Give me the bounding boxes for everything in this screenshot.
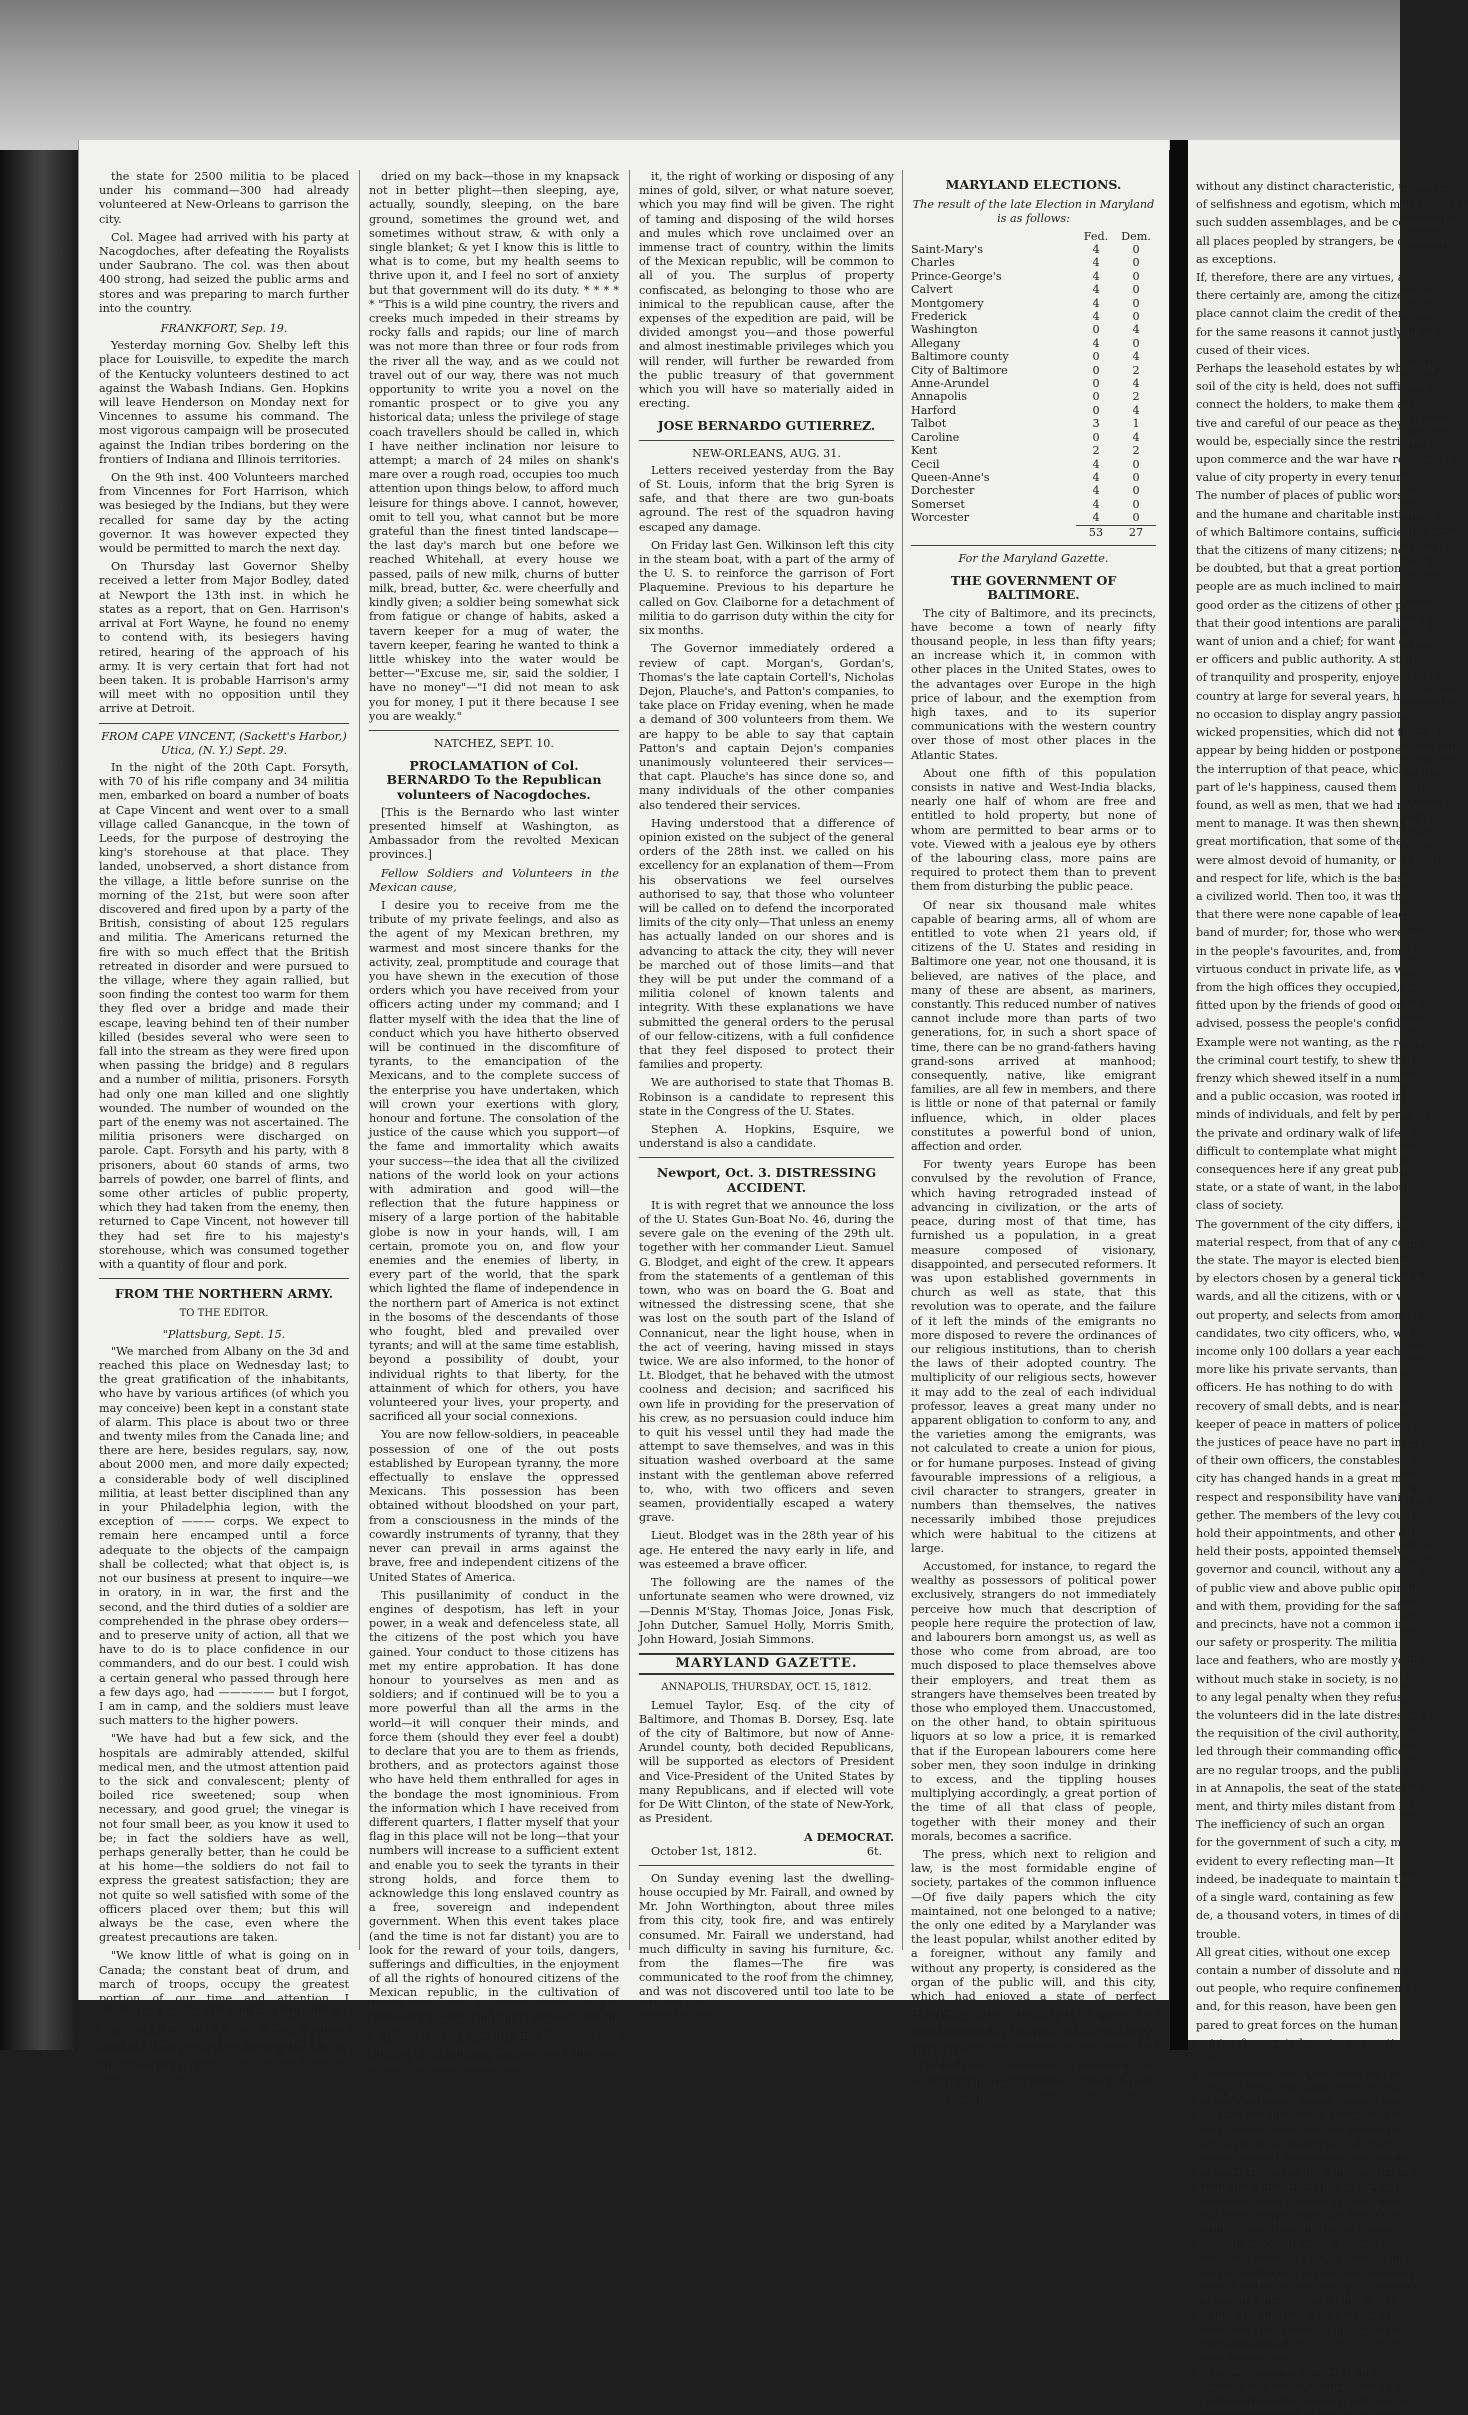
paragraph: For twenty years Europe has been convulsed by the revolution of France, which having retrograded instead of advancing in civilization, or the arts of peace, during most of that time, has furnished us a population, in a great measure composed of visionary, disappointed, and persecuted reformers. It was upon established governments in church as well as state, that this revolution was to operate, and the failure of it left the minds of the emigrants no more disposed to revere the ordinances of our religious institutions, than to cherish the laws of their adopted country. The multiplicity of our religious sects, however it may add to the zeal of each individual professor, leaves a great many under no apparent obligation to conform to any, and the varieties among the emigrants, was not calculated to create a union for pious, or for humane purposes. Instead of giving favourable impressions of a religious, a civil character to strangers, greater in numbers than themselves, the natives necessarily imbibed those prejudices which were habitual to the citizens at large. (911, 1158, 1156, 1555)
cell-county: Frederick (911, 310, 967, 324)
text-line: justices of peace, by which every fort (1196, 2255, 1408, 2269)
cell-fed: 4 (1092, 470, 1100, 484)
text-line: frenzy which shewed itself in a numbe (1196, 1071, 1415, 1085)
paragraph: This pusillanimity of conduct in the engines of despotism, has left in your power, in a weak and defenceless state, all the citizens of the post which you have gained. Your conduct to those citizens has met my entire approbation. It has done honour to yourselves as men and as soldiers; and if continued will be to you a more powerful than all the arms in the world—it will conquer their minds, and force them (should they ever feel a doubt) to declare that you are to them as friends, brothers, and as protectors against those who have held them enthralled for ages in the bondage the most ignominious. From the information which I have received from different quarters, I flatter myself that your flag in this place will not be long—that your numbers will increase to a sufficient extent and enable you to seek the tyrants in their strong holds, and force them to acknowledge this long enslaved country as a free, sovereign and independent government. When this event takes place (and the time is not far distant) you are to look for the reward of your toils, dangers, sufferings and difficulties, in the enjoyment of all the rights of honoured citizens of the Mexican republic, in the cultivation of those lands, which I pledge myself will be assigned to every individual among you, or in the pursuit of wealth and happiness, in such way as your inclinations may point out to you. To those who desire (369, 1588, 619, 2071)
table-row (911, 256, 1156, 269)
text-line: The inefficiency of such an organ (1196, 1818, 1385, 1832)
text-line: Example were not wanting, as the record (1196, 1035, 1431, 1049)
text-line: The government of the city differs, in (1196, 1217, 1408, 1231)
paragraph: On the 9th inst. 400 Volunteers marched from Vincennes for Fort Harrison, which was besieged by the Indians, but they were recalled for same day by the acting governor. It was however expected they would be permitted to march the next day. (99, 471, 349, 556)
cell-fed: 4 (1092, 336, 1100, 350)
election-table-body (911, 243, 1156, 525)
byline: For the Maryland Gazette. (958, 551, 1109, 565)
cell-fed: 4 (1092, 296, 1100, 310)
paragraph: Lemuel Taylor, Esq. of the city of Baltimore, and Thomas B. Dorsey, Esq. late of the city of Baltimore, but now of Anne-Arundel county, both decided Republicans, will be supported as electors of President and Vice-President of the United States by many Republicans, and if elected will vote for De Witt Clinton, of the state of New-York, as President. (639, 1698, 894, 1826)
text-line: gether. The members of the levy court (1196, 1508, 1414, 1522)
cell-fed: 0 (1092, 323, 1100, 337)
cell-fed: 4 (1092, 256, 1100, 270)
text-line: tive. (1196, 2054, 1221, 2068)
paragraph: Stephen A. Hopkins, Esquire, we understand is also a candidate. (639, 1123, 894, 1151)
text-line: of tranquility and prosperity, enjoyed by th (1196, 671, 1439, 685)
text-line: lace and feathers, who are mostly youn (1196, 1654, 1420, 1668)
cell-dem: 4 (1132, 350, 1140, 364)
text-line: hold their appointments, and other offic (1196, 1527, 1423, 1541)
text-line: a civilized world. Then too, it was the (1196, 889, 1409, 903)
cell-county: Calvert (911, 283, 953, 297)
divider (639, 1157, 894, 1158)
text-line: violent to every individual who was s (1196, 2145, 1406, 2159)
paragraph: About one fifth of this population consists in native and West-India blacks, nearly one half of whom are free and entitled to hold property, but none of whom are permitted to bear arms or to vote. Viewed with a jealous eye by others of the labouring class, more pains are required to protect them than to prevent them from disturbing the public peace. (911, 766, 1156, 894)
paragraph: In the night of the 20th Capt. Forsyth, with 70 of his rifle company and 34 militia men, embarked on board a number of boats at Cape Vincent and went over to a small village called Ganancque, in the town of Leeds, for the purpose of destroying the king's storehouse at that place. They landed, unobserved, a short distance from the village, a little before sunrise on the morning of the 21st, but were soon after discovered and fired upon by a party of the British, consisting of about 125 regulars and militia. The Americans returned the fire with so much effect that the British retreated in disorder and were pursued to the village, where they again rallied, but soon finding the contest too warm for them they fled over a bridge and made their escape, leaving behind ten of their number killed (besides several who were seen to fall into the stream as they were fired upon when passing the bridge) and 8 regulars and a number of militia, prisoners. Forsyth had only one man killed and one slightly wounded. The number of wounded on the part of the enemy was not ascertained. The militia prisoners were discharged on parole. Capt. Forsyth and his party, with 8 prisoners, about 60 stands of arms, two barrels of powder, one barrel of flints, and some other articles of public property, which they had taken from the enemy, then returned to Cape Vincent, not however till they had set fire to his majesty's storehouse, which was consumed together with a quantity of flour and pork. (99, 760, 349, 1272)
cell-county: Caroline (911, 430, 960, 444)
text-line: indeed, be inadequate to maintain the (1196, 1872, 1413, 1886)
text-line: as exceptions. (1196, 252, 1277, 266)
text-line: by inflicted on them by a mercenary (1196, 2309, 1402, 2323)
dateline: FRANKFORT, Sep. 19. (160, 322, 288, 336)
text-line: country at large for several years, had afforde (1196, 689, 1458, 703)
table-row (911, 484, 1156, 497)
divider (639, 440, 894, 441)
text-line: without much stake in society, is no fo (1196, 1672, 1413, 1686)
cell-county: Dorchester (911, 484, 975, 498)
cell-county: City of Baltimore (911, 363, 1008, 377)
table-row (911, 444, 1156, 457)
table-total-row (911, 525, 1156, 539)
text-line: keeper of peace in matters of police; a (1196, 1417, 1415, 1431)
paragraph: it, the right of working or disposing of any mines of gold, silver, or what nature soever, which you may find will be given. The right of taming and disposing of the wild horses and mules which rove unclaimed over an immense tract of country, within the limits of the Mexican republic, will be common to all of you. The surplus of property confiscated, as belonging to those who are inimical to the republican cause, after the expenses of the expedition are paid, will be divided amongst you—and those powerful and almost inestimable privileges which you will render, will further be rewarded from the public treasury of that government which you will have so materially aided in erecting. (639, 170, 894, 411)
paragraph: You are now fellow-soldiers, in peaceable possession of one of the out posts established by European tyranny, the more effectually to enslave the oppressed Mexicans. This possession has been obtained without bloodshed on your part, from a consciousness in the minds of the cowardly instruments of tyranny, that they never can prevail in arms against the brave, free and independent citizens of the United States of America. (369, 1428, 619, 1584)
table-row (911, 283, 1156, 296)
text-line: was a violence on rights of property (1196, 2127, 1401, 2141)
paragraph: Yesterday morning Gov. Shelby left this place for Louisville, to expedite the march of the Kentucky volunteers destined to act against the Wabash Indians. Gen. Hopkins will leave Henderson on Monday next for Vincennes to assume his command. The most vigorous campaign will be prosecuted against the Indian tribes bordering on the frontiers of Indiana and Illinois territories. (99, 339, 349, 466)
table-row (911, 417, 1156, 430)
notice-date-row (639, 1845, 894, 1859)
cell-dem: 2 (1132, 390, 1140, 404)
paragraph: On Thursday last Governor Shelby received a letter from Major Bodley, dated at Newport the 13th inst. in which he states as a report, that on Gen. Harrison's arrival at Fort Wayne, he found no enemy to contend with, its besiegers having retired, hearing of the approach of his army. It is very certain that fort had not been taken. It is probable Harrison's army will meet with no opposition until they arrive at Detroit. (99, 560, 349, 716)
text-line: evident to every reflecting man—It (1196, 1854, 1395, 1868)
cell-dem: 0 (1132, 296, 1140, 310)
text-line: recovery of small debts, and is nearly (1196, 1399, 1409, 1413)
text-line: out property, and selects from amongst (1196, 1308, 1420, 1322)
cell-dem: 0 (1132, 283, 1140, 297)
paragraph: Inhabitants bringing together so recently different manners and habits, leaves the city (911, 2065, 1156, 2107)
column-rule (902, 170, 903, 1950)
cell-dem: 4 (1132, 377, 1140, 391)
text-line: brated Colquhoun, that London cont (1196, 2091, 1403, 2105)
divider (639, 1865, 894, 1866)
text-line: material respect, from that of any coun (1196, 1235, 1419, 1249)
text-line: there certainly are, among the citizens, th (1196, 289, 1436, 303)
cell-fed: 4 (1092, 283, 1100, 297)
text-line: good order as the citizens of other places, a (1196, 598, 1446, 612)
text-line: advised, possess the people's confidence. (1196, 1017, 1431, 1031)
paragraph: Accustomed, for instance, to regard the wealthy as possessors of political power exclusively, strangers do not immediately perceive how much that description of people here require the protection of law, and labourers born amongst us, as well as those who come from abroad, are too much disposed to place themselves above their employers, and treat them as strangers have themselves been treated by those who employed them. Unaccustomed, on the other hand, to obtain spirituous liquors at so low a price, it is remarked that if the European labourers come here sober men, they soon indulge in drinking to excess, and the tippling houses multiplying accordingly, a great portion of the time of all that class of people, together with their money and their morals, becomes a sacrifice. (911, 1559, 1156, 1843)
section-heading: Newport, Oct. 3. DISTRESSING ACCIDENT. (656, 1165, 877, 1195)
column-4 (911, 170, 1156, 2107)
text-line: no occasion to display angry passions, o (1196, 707, 1424, 721)
text-line: found, as well as men, that we had no gover (1196, 798, 1447, 812)
cell-county: Charles (911, 256, 955, 270)
section-heading: PROCLAMATION of Col. BERNARDO To the Republican volunteers of Nacogdoches. (386, 758, 602, 802)
text-line: customary punishment, which was fo (1196, 2291, 1407, 2305)
cell-county: Cecil (911, 457, 940, 471)
text-line: the interruption of that peace, which a gre (1196, 762, 1439, 776)
text-line: held their posts, appointed themselves by (1196, 1545, 1433, 1559)
text-line: in the people's favourites, and, from th (1196, 944, 1417, 958)
signature: A DEMOCRAT. (804, 1830, 894, 1845)
dateline: FROM CAPE VINCENT, (Sackett's Harbor,) Utica, (N. Y.) Sept. 29. (101, 729, 347, 757)
cell-dem: 4 (1132, 403, 1140, 417)
text-line: and respect for life, which is the basis (1196, 871, 1413, 885)
text-line: candidates, two city officers, who, wit (1196, 1326, 1411, 1340)
text-line: such sudden assemblages, and be common to (1196, 216, 1455, 230)
text-line: All great cities, without one excep (1196, 1945, 1390, 1959)
paragraph: "We have had but a few sick, and the hospitals are admirably attended, skilful medical men, and the utmost attention paid to the sick and convalescent; plenty of boiled rice sweetened; soup when necessary, and good gruel; the vinegar is not four small beer, as you know it used to be; in fact the soldiers have as well, perhaps generally better, than he could be at his home—the soldiers do not fail to express the greatest satisfaction; they are not quite so well satisfied with some of the officers placed over them; but this will always be the case, even where the greatest precautions are taken. (99, 1732, 349, 1945)
column-rule (629, 170, 630, 1950)
dateline: NATCHEZ, SEPT. 10. (434, 736, 554, 750)
paragraph: the state for 2500 militia to be placed under his command—300 had already volunteered at New-Orleans to garrison the city. (99, 170, 349, 226)
cell-county: Anne-Arundel (911, 377, 990, 391)
text-line: connect the holders, to make them as atte (1196, 398, 1436, 412)
text-line: fifty thousand people, whose only pe (1196, 2109, 1404, 2123)
cell-dem: 0 (1132, 497, 1140, 511)
table-row (911, 431, 1156, 444)
cell-dem: 4 (1132, 323, 1140, 337)
text-line: wards, and all the citizens, with or w (1196, 1290, 1406, 1304)
text-line: tunate people of that city are rescued f (1196, 2273, 1418, 2287)
text-line: without any distinct characteristic, unless th (1196, 180, 1450, 193)
cell-fed: 4 (1092, 457, 1100, 471)
text-line: by electors chosen by a general ticket e (1196, 1272, 1422, 1286)
column-header-fed: Fed. (1083, 229, 1109, 243)
text-line: for the government of such a city, m (1196, 1836, 1402, 1850)
text-line: were almost devoid of humanity, or of feeli (1196, 853, 1439, 867)
cell-fed: 0 (1092, 350, 1100, 364)
text-line: place cannot claim the credit of them, and (1196, 307, 1437, 321)
text-line: soil of the city is held, does not sufficient (1196, 380, 1429, 394)
table-row (911, 310, 1156, 323)
text-line: cused of their vices. (1196, 343, 1310, 357)
cell-county: Harford (911, 403, 957, 417)
paragraph: [This is the Bernardo who last winter presented himself at Washington, as Ambassador from the revolted Mexican provinces.] (369, 805, 619, 862)
text-line: appear by being hidden or postponed; and wh (1196, 744, 1458, 758)
masthead-date: ANNAPOLIS, THURSDAY, OCT. 15, 1812. (661, 1682, 872, 1694)
cell-county: Annapolis (911, 390, 967, 404)
text-line: By establishments similar in na (1196, 2364, 1374, 2378)
text-line: tive and careful of our peace as they otherw (1196, 416, 1447, 430)
column-3 (639, 170, 894, 2013)
cell-fed: 4 (1092, 243, 1100, 257)
text-line: part of le's happiness, caused them to fi (1196, 780, 1423, 794)
text-line: and the humane and charitable institution (1196, 507, 1436, 521)
text-line: wicked propensities, which did not then di (1196, 726, 1438, 740)
paragraph: On Sunday evening last the dwelling-house occupied by Mr. Fairall, and owned by Mr. John Worthington, about three miles from this city, took fire, and was entirely consumed. Mr. Fairall we understand, had much difficulty in saving his furniture, &c. from the flames—The fire was communicated to the roof from the chimney, and was not discovered until too late to be extinguished. (639, 1871, 894, 2013)
page-gutter (1170, 140, 1188, 2050)
cell-fed: 0 (1092, 430, 1100, 444)
text-line: personal rights of their fellow-citizens (1196, 2164, 1413, 2178)
table-row (911, 404, 1156, 417)
cell-dem: 0 (1132, 484, 1140, 498)
section-heading: MARYLAND ELECTIONS. (945, 177, 1122, 192)
cell-county: Talbot (911, 417, 947, 431)
text-line: of appointing and paying these office (1196, 2400, 1407, 2414)
text-line: income only 100 dollars a year each, an (1196, 1345, 1422, 1358)
cell-dem: 0 (1132, 336, 1140, 350)
text-line: ment, and thirty miles distant from Bal (1196, 1800, 1418, 1814)
cell-county: Allegany (911, 336, 961, 350)
cell-dem: 1 (1132, 417, 1140, 431)
table-row (911, 471, 1156, 484)
table-row (911, 350, 1156, 363)
text-line: are no regular troops, and the public (1196, 1763, 1406, 1777)
scan-margin-top (0, 0, 1400, 150)
text-line: all places peopled by strangers, be considere (1196, 234, 1453, 248)
text-line: of a single ward, containing as few (1196, 1891, 1394, 1905)
text-line: dermen and mayor's courts, and by (1196, 2382, 1397, 2396)
paragraph: Having understood that a difference of opinion existed on the subject of the general orders of the 28th inst. we called on his excellency for an explanation of them—From his observations we feel ourselves authorised to say, that those who volunteer will be called on to defend the incorporated limits of the city only—That unless an enemy has actually landed on our shores and is advancing to attack the city, they will never be marched out of those limits—and that they will be put under the command of a militia colonel of known talents and integrity. With these explanations we have submitted the general orders to the perusal of our fellow-citizens, with a full confidence that they feel disposed to protect their families and property. (639, 816, 894, 1072)
paragraph: Lieut. Blodget was in the 28th year of his age. He entered the navy early in life, and was esteemed a brave officer. (639, 1529, 894, 1571)
text-line: de, a thousand voters, in times of dis (1196, 1909, 1406, 1923)
text-line: the state. The mayor is elected bienni (1196, 1253, 1411, 1267)
text-line: Twenty years ago it was said by the (1196, 2073, 1399, 2087)
text-line: rarely disturbed. (1196, 2346, 1292, 2360)
text-line: the public mind, caused by the Fren (1196, 2200, 1402, 2214)
text-line: of their own officers, the constables, a (1196, 1454, 1414, 1468)
text-line: and, for this reason, have been gen (1196, 2000, 1397, 2014)
paragraph: "We marched from Albany on the 3d and reached this place on Wednesday last; to the great gratification of the inhabitants, who have by various artifices (of which you may conceive) been kept in a constant state of alarm. This place is about two or three and twenty miles from the Canada line; and there are here, besides regulars, say, now, about 2000 men, and more daily expected; a considerable body of well disciplined militia, at least better disciplined than any in your Philadelphia legion, with the exception of ——— corps. We expect to remain here encamped until a force adequate to the objects of the campaign shall be collected; what that object is, is not our business at present to inquire—we in oratory, in in war, the first and the second, and the third duties of a soldier are comprehended in the phrase obey orders—and to preserve unity of action, all that we have to do is to place confidence in our commanders, and do our best. I could wish a certain general who passed through here a few days ago, had ————— but I forgot, I am in camp, and the soldiers must leave such matters to the higher powers. (99, 1344, 349, 1728)
subheading: TO THE EDITOR. (179, 1308, 269, 1320)
text-line: the volunteers did in the late distressed t (1196, 1709, 1431, 1723)
signature: JOSE BERNARDO GUTIERREZ. (657, 418, 876, 434)
table-row (911, 337, 1156, 350)
text-line: of selfishness and egotism, which must attend a (1196, 198, 1468, 212)
text-line: respect and responsibility have vanished (1196, 1490, 1428, 1504)
table-row (911, 297, 1156, 310)
dateline: NEW-ORLEANS, AUG. 31. (692, 446, 841, 460)
text-line: the requisition of the civil authority, ca (1196, 1727, 1417, 1741)
cell-fed: 0 (1092, 377, 1100, 391)
cell-county: Queen-Anne's (911, 470, 990, 484)
column-header-dem: Dem. (1121, 229, 1151, 243)
cell-dem: 0 (1132, 457, 1140, 471)
cell-county: Saint-Mary's (911, 243, 984, 257)
text-line: fitted upon by the friends of good order (1196, 999, 1421, 1013)
paragraph: The press, which next to religion and law, is the most formidable engine of society, partakes of the common influence—Of five daily papers which the city maintained, not one belonged to a native; the only one edited by a Marylander was the least popular, whilst another edited by a foreigner, without any family and without any property, is considered as the organ of the public will, and this city, which had enjoyed a state of perfect tranquility for ten years before its establishment, has not had that peace since interrupted, without being moved by that paper. (911, 1848, 1156, 2060)
text-line: trouble. (1196, 1927, 1241, 1941)
text-line: ment to manage. It was then shewn, to th (1196, 817, 1433, 831)
cell-dem: 0 (1132, 310, 1140, 324)
paragraph: Col. Magee had arrived with his party at Nacogdoches, after defeating the Royalists under Saubrano. The col. was then about 400 strong, had seized the public arms and stores and was preparing to march further into the country. (99, 230, 349, 315)
notice-date: October 1st, 1812. (651, 1844, 757, 1858)
paragraph: The following are the names of the unfortunate seamen who were drowned, viz—Dennis M'Stay, Thomas Joice, Jonas Fisk, John Dutcher, Samuel Holly, Morris Smith, John Howard, Josiah Simmons. (639, 1576, 894, 1646)
column-rule (359, 170, 360, 1950)
table-row (911, 377, 1156, 390)
text-line: governor and council, without any auth (1196, 1563, 1420, 1577)
table-row (911, 323, 1156, 336)
cell-county: Washington (911, 323, 978, 337)
cell-county: Montgomery (911, 296, 984, 310)
cell-dem: 2 (1132, 444, 1140, 458)
text-line: band of murder; for, those who were mo (1196, 926, 1425, 940)
paragraph: The Governor immediately ordered a review of capt. Morgan's, Gordan's, Thomas's the late captain Cortell's, Nicholas Dejon, Plauche's, and Patton's companies, to take place on Friday evening, when he made a demand of 300 volunteers from them. We are happy to be able to say that captain Patton's and captain Dejon's companies unanimously volunteered their services—that capt. Plauche's has since done so, and many individuals of the other companies also tendered their services. (639, 642, 894, 812)
cell-fed: 0 (1092, 363, 1100, 377)
text-line: that the citizens of many citizens; nor can it (1196, 544, 1446, 558)
notice-code: 6t. (866, 1844, 882, 1858)
newspaper-page-right (1188, 140, 1468, 2414)
text-line: out people, who require confinement t (1196, 1982, 1414, 1996)
text-line: lution, it was thought proper to est (1196, 2218, 1395, 2232)
text-line: want of union and a chief; for want of prop (1196, 635, 1440, 649)
text-line: led through their commanding officers. (1196, 1745, 1420, 1759)
text-line: from the high offices they occupied, were (1196, 980, 1432, 994)
cell-county: Baltimore county (911, 350, 1009, 364)
cell-fed: 4 (1092, 269, 1100, 283)
divider (99, 723, 349, 724)
text-line: class of society. (1196, 1199, 1284, 1213)
cell-dem: 2 (1132, 363, 1140, 377)
cell-dem: 0 (1132, 243, 1140, 257)
book-spine (0, 150, 78, 2050)
cell-fed: 3 (1092, 417, 1100, 431)
divider (911, 545, 1156, 546)
masthead: MARYLAND GAZETTE. (639, 1653, 894, 1675)
section-heading: FROM THE NORTHERN ARMY. (114, 1286, 334, 1302)
cell-county: Worcester (911, 511, 969, 525)
text-line: officers. He has nothing to do with (1196, 1381, 1393, 1395)
section-heading: THE GOVERNMENT OF BALTIMORE. (950, 573, 1117, 603)
cell-fed: 4 (1092, 484, 1100, 498)
table-row (911, 511, 1156, 525)
cell-fed: 2 (1092, 444, 1100, 458)
text-line: the private and ordinary walk of life. I (1196, 1126, 1413, 1140)
text-line: of public view and above public opinion (1196, 1581, 1421, 1595)
divider (369, 730, 619, 731)
text-line: of which Baltimore contains, sufficiently evince (1196, 525, 1465, 539)
total-dem: 27 (1116, 525, 1156, 539)
text-line: If, therefore, there are any virtues, a (1196, 271, 1405, 285)
text-line: that there were none capable of leading (1196, 908, 1424, 922)
text-line: value of city property in every tenure. (1196, 471, 1412, 485)
paragraph: I desire you to receive from me the tribute of my private feelings, and also as the agent of my Mexican brethren, my warmest and most sincere thanks for the activity, zeal, promptitude and courage that you have shewn in the execution of those orders which you have received from your officers acting under my command; and I flatter myself with the idea that the line of conduct which you have hitherto observed will be continued in the discomfiture of tyrants, to the emancipation of the Mexicans, and to the complete success of the enterprise you have undertaken, which will crown your exertions with glory, honour and fortune. The consolation of the justice of the cause which you support—of the fame and immortality which awaits your success—the idea that all the civilized nations of the world look on your actions with admiration and good will—the reflection that the future happiness or misery of a large portion of the habitable globe is now in your hands, will, I am certain, promote you on, and flow your enemies and the enemies of liberty, in every part of the world, that the spark which lighted the flame of independence in the northern part of America is not extinct in the bosoms of the descendants of those who fought, bled and prevailed over tyrants; and will at the same time establish, beyond a possibility of doubt, your individual rights to that liberty, for the attainment of which for others, you have volunteered your lives, your property, and sacrificed all your social connexions. (369, 898, 619, 1424)
total-fed: 53 (1076, 525, 1116, 539)
text-line: would be, especially since the restriction (1196, 434, 1429, 448)
text-line: and precincts, have not a common inte (1196, 1618, 1417, 1632)
cell-county: Prince-George's (911, 269, 1002, 283)
election-table (911, 230, 1156, 539)
text-line: people are as much inclined to maintai (1196, 580, 1417, 594)
text-line: pared to great forces on the human b (1196, 2018, 1409, 2032)
cell-county: Kent (911, 444, 938, 458)
paragraph: "We know little of what is going on in Canada; the constant beat of drum, and march of troops, occupy the greatest portion of our time and attention. I calculated beforehand on the hardships of a soldier's life, but I could hardly believe that my frame would bear even what I have already stood, clothes wet all day and all night, and at last (99, 1949, 349, 2076)
column-right-page (1196, 180, 1468, 2414)
election-intro: The result of the late Election in Maryland is as follows: (912, 198, 1155, 226)
text-line: state, or a state of want, in the labour (1196, 1181, 1411, 1195)
text-line: difficult to contemplate what might be (1196, 1144, 1415, 1158)
text-line: the justices of peace have no part in the (1196, 1436, 1424, 1450)
text-line: about that time from the perturbed (1196, 2182, 1397, 2196)
text-line: The number of places of public worshi (1196, 489, 1414, 503)
divider (99, 1278, 349, 1279)
text-line: and a public occasion, was rooted in t (1196, 1090, 1411, 1104)
paragraph: Of near six thousand male whites capable of bearing arms, all of whom are entitled to vote when 21 years old, if citizens of the U. States and residing in Baltimore one year, not one thousand, it is believed, are natives of the place, and many of these are absent, as mariners, constantly. This reduced number of natives cannot include more than parts of two generations, for, in such a short space of time, there can be no grand-fathers having grand-sons arrived at manhood; consequently, native, like emigrant families, are all few in members, and there is little or none of that paternal or family influence, which, in older places constitutes a powerful bond of union, affection and order. (911, 898, 1156, 1154)
text-line: upon commerce and the war have reduced th (1196, 453, 1455, 467)
text-line: great mortification, that some of the citize (1196, 835, 1437, 849)
newspaper-page-left (78, 140, 1169, 2107)
cell-fed: 4 (1092, 497, 1100, 511)
text-line: that their good intentions are paralised f (1196, 616, 1428, 630)
table-row (911, 390, 1156, 403)
text-line: manent police offices, in place of (1196, 2236, 1383, 2250)
paragraph: On Friday last Gen. Wilkinson left this city in the steam boat, with a part of the army of the U. S. to reinforce the garrison of Fort Plaquemine. Previous to his departure he called on Gov. Claiborne for a detachment of militia to do garrison duty within the city for six months. (639, 538, 894, 638)
text-line: the criminal court testify, to shew that (1196, 1053, 1414, 1067)
paragraph: We are authorised to state that Thomas B. Robinson is a candidate to represent this state in the Congress of the U. States. (639, 1076, 894, 1118)
table-header-row (911, 230, 1156, 243)
text-line: for the same reasons it cannot justly be ac (1196, 325, 1437, 339)
dateline: "Plattsburg, Sept. 15. (162, 1327, 286, 1341)
text-line: virtuous conduct in private life, as well (1196, 962, 1418, 976)
cell-dem: 4 (1132, 430, 1140, 444)
text-line: army; and the peace of the city is ne (1196, 2327, 1403, 2341)
text-line: to any legal penalty when they refuse (1196, 1690, 1410, 1704)
text-line: contain a number of dissolute and m (1196, 1963, 1404, 1977)
paragraph: Fellow Soldiers and Volunteers in the Mexican cause, (369, 866, 619, 894)
table-row (911, 270, 1156, 283)
text-line: more like his private servants, than his (1196, 1363, 1418, 1377)
table-row (911, 364, 1156, 377)
text-line: consequences here if any great public (1196, 1162, 1413, 1176)
paragraph: It is with regret that we announce the loss of the U. States Gun-Boat No. 46, during the severe gale on the evening of the 29th ult. together with her commander Lieut. Samuel G. Blodget, and eight of the crew. It appears from the statements of a gentleman of this town, who was on board the G. Boat and witnessed the distressing scene, that she was lost on the south part of the Island of Connanicut, near the light house, when in the act of veering, having missed in stays twice. We are also informed, to the honor of Lt. Blodget, that he behaved with the utmost coolness and decision; and sacrificed his own life in providing for the preservation of his crew, as no persuasion could induce him to quit his vessel until they had made the attempt to save themselves, and was in this situation washed overboard at the same instant with the gentleman above referred to, who, with two officers and seven seamen, providentially escaped a watery grave. (639, 1198, 894, 1525)
text-line: be doubted, but that a great portion of the (1196, 562, 1438, 576)
cell-dem: 0 (1132, 511, 1140, 525)
cell-fed: 4 (1092, 511, 1100, 525)
table-row (911, 498, 1156, 511)
cell-fed: 0 (1092, 390, 1100, 404)
column-1 (99, 170, 349, 2076)
cell-dem: 0 (1132, 256, 1140, 270)
paragraph: Letters received yesterday from the Bay of St. Louis, inform that the brig Syren is safe, and that there are two gun-boats aground. The rest of the squadron having escaped any damage. (639, 463, 894, 534)
text-line: in at Annapolis, the seat of the state go (1196, 1781, 1419, 1795)
cell-county: Somerset (911, 497, 965, 511)
text-line: quiring frequent cleansing or caution (1196, 2036, 1409, 2050)
paragraph: dried on my back—those in my knapsack not in better plight—then sleeping, aye, actually, soundly, sleeping, on the bare ground, sometimes the ground wet, and sometimes without straw, & with only a single blanket; & yet I know this is little to what is to come, but my health seems to thrive upon it, and I feel no sort of anxiety but that government will do its duty. * * * * * "This is a wild pine country, the rivers and creeks much impeded in their streams by rocky falls and rapids; our line of march was not more than three or four rods from the river all the way, and as we could not travel out of our way, there was not much opportunity to write you a novel on the romantic prospect or to give you any historical data; unless the privilege of stage coach travellers should be called in, which I have neither inclination nor leisure to attempt; a march of 24 miles on shank's mare over a rough road, occupies too much attention upon things below, to afford much leisure for things above. I cannot, however, omit to tell you, what cannot but be more grateful than the finest tinted landscape—the last day's march but one before we reached Whitehall, at every house we passed, pails of new milk, churns of butter milk, bread, butter, &c. were cheerfully and kindly given; a soldier being somewhat sick from fatigue or change of habits, asked a tavern keeper for a mug of water, the tavern keeper, fearing he wanted to think a little whiskey into the water would be better—"Excuse me, sir, said the soldier, I have no money"—"I did not mean to ask you for money, I put it there because I see you are weakly." (369, 170, 619, 723)
text-line: our safety or prosperity. The militia (1196, 1636, 1398, 1650)
cell-dem: 0 (1132, 470, 1140, 484)
column-2 (369, 170, 619, 2071)
paragraph: The city of Baltimore, and its precincts, have become a town of nearly fifty thousand people, in less than fifty years; an increase which it, in common with other places in the United States, owes to the advantages over Europe in the high price of labour, and the exemption from high taxes, and to its superior communications with the western country over those of most other places in the Atlantic States. (911, 606, 1156, 762)
text-line: and with them, providing for the safety (1196, 1599, 1419, 1613)
text-line: minds of individuals, and felt by persons (1196, 1108, 1426, 1122)
cell-fed: 4 (1092, 310, 1100, 324)
table-row (911, 458, 1156, 471)
cell-dem: 0 (1132, 269, 1140, 283)
text-line: er officers and public authority. A state (1196, 653, 1418, 667)
cell-fed: 0 (1092, 403, 1100, 417)
table-row (911, 243, 1156, 256)
text-line: city has changed hands in a great mea (1196, 1472, 1416, 1486)
text-line: Perhaps the leasehold estates by which th (1196, 362, 1435, 376)
